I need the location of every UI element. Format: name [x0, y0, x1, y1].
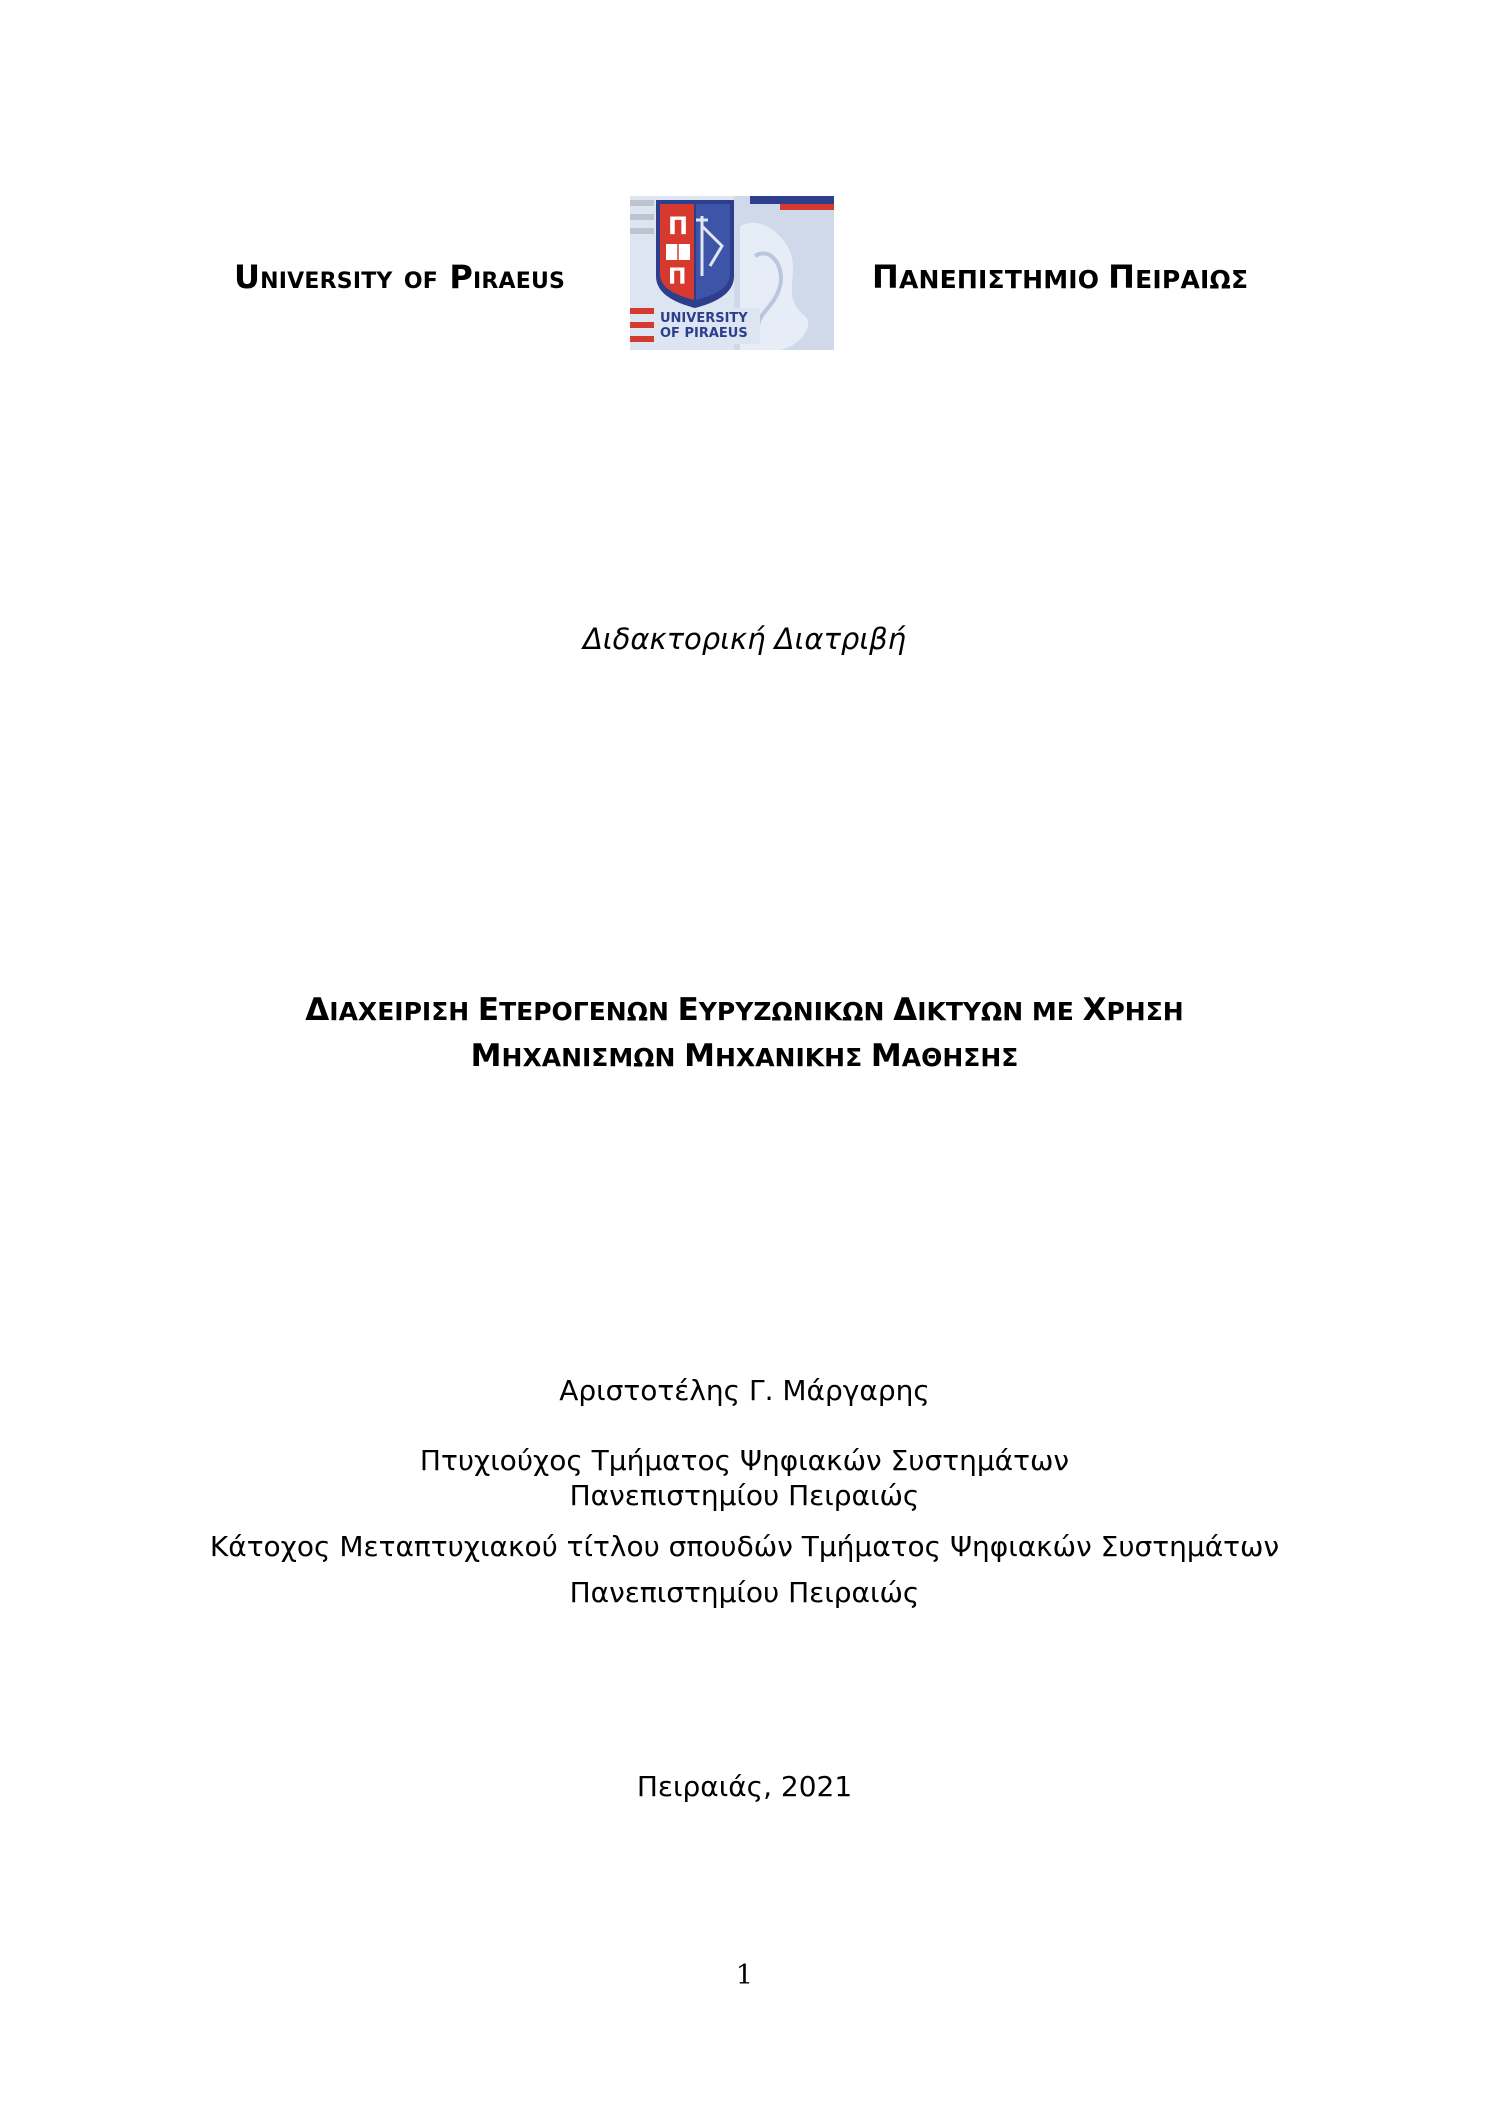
credential-line-2: Πανεπιστημίου Πειραιώς: [569, 1479, 920, 1512]
university-name-en: University of Piraeus: [234, 258, 566, 296]
document-type: Διδακτορική Διατριβή: [582, 622, 907, 656]
page-number: 1: [735, 1960, 754, 1991]
svg-text:Π: Π: [668, 265, 687, 290]
credential-line-4: Πανεπιστημίου Πειραιώς: [569, 1576, 920, 1609]
thesis-title-line2: ΜΗΧΑΝΙΣΜΩΝ ΜΗΧΑΝΙΚΗΣ ΜΑΘΗΣΗΣ: [470, 1038, 1019, 1074]
svg-text:Π: Π: [668, 212, 689, 240]
thesis-title-line1: ΔΙΑΧΕΙΡΙΣΗ ΕΤΕΡΟΓΕΝΩΝ ΕΥΡΥΖΩΝΙΚΩΝ ΔΙΚΤΥΩΝ ΜΕ ΧΡΗΣΗ: [305, 992, 1184, 1028]
university-logo: [630, 196, 834, 350]
credential-line-1: Πτυχιούχος Τμήματος Ψηφιακών Συστημάτων: [419, 1444, 1070, 1477]
university-name-gr: ΠΑΝΕΠΙΣΤΗΜΙΟ ΠΕΙΡΑΙΩΣ: [872, 258, 1249, 296]
author-name: Αριστοτέλης Γ. Μάργαρης: [559, 1374, 930, 1407]
logo-text-line1: UNIVERSITY: [660, 311, 748, 326]
thesis-title: [0, 988, 1489, 1080]
logo-text-line2: OF PIRAEUS: [660, 326, 748, 341]
header: [0, 196, 1489, 352]
credential-line-3: Κάτοχος Μεταπτυχιακού τίτλου σπουδών Τμήματος Ψηφιακών Συστημάτων: [209, 1530, 1280, 1563]
place-year: Πειραιάς, 2021: [636, 1770, 853, 1803]
